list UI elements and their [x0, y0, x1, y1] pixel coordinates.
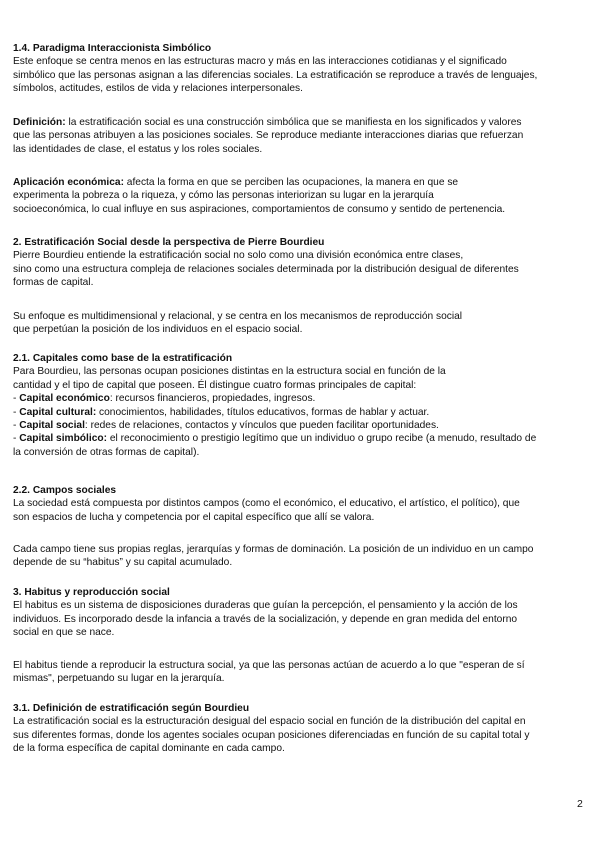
section-3-1: [13, 702, 583, 756]
paragraph-line: experimenta la pobreza o la riqueza, y cómo las personas interiorizan su lugar en la jerarquía: [13, 190, 434, 202]
section-heading: 2. Estratificación Social desde la perspectiva de Pierre Bourdieu: [13, 237, 325, 248]
paragraph-line: son espacios de lucha y competencia por el capital específico que allí se valora.: [13, 511, 375, 523]
paragraph-line: las identidades de clase, el estatus y los roles sociales.: [13, 143, 263, 155]
paragraph-line: El habitus tiende a reproducir la estructura social, ya que las personas actúan de acuerdo a lo que "esperan de sí: [13, 660, 525, 671]
section-2-2-paragraph-2: [13, 543, 583, 570]
list-text: : recursos financieros, propiedades, ingresos.: [109, 393, 316, 405]
section-2-1: [13, 352, 583, 459]
definition-label: Definición:: [13, 117, 66, 128]
paragraph-line: [13, 116, 583, 129]
section-2-paragraph-2: [13, 310, 583, 337]
bullet: -: [13, 406, 20, 418]
paragraph-line: sino como una estructura compleja de relaciones sociales determinada por la distribución desigual de diferentes: [13, 263, 519, 275]
paragraph-line: social en que se nace.: [13, 627, 115, 639]
paragraph-line: simbólico que las personas asignan a las diferencias sociales. La estratificación se reproduce a través de lenguajes,: [13, 69, 538, 81]
paragraph-line: que las personas atribuyen a las posiciones sociales. Se reproduce mediante interacciones diarias que refuerzan: [13, 130, 524, 142]
list-item: [13, 392, 583, 405]
paragraph-line: [13, 176, 583, 189]
capital-label: Capital simbólico:: [19, 433, 107, 445]
paragraph-line: La estratificación social es la estructuración desigual del espacio social en función de la distribución del capital en: [13, 716, 526, 728]
paragraph-line: de la forma específica de capital dominante en cada campo.: [13, 743, 285, 755]
section-2-2: [13, 484, 583, 524]
list-text: conocimientos, habilidades, títulos educativos, formas de hablar y actuar.: [96, 406, 430, 418]
paragraph-line: cantidad y el tipo de capital que poseen. Él distingue cuatro formas principales de capital:: [13, 379, 417, 391]
paragraph-line: Su enfoque es multidimensional y relacional, y se centra en los mecanismos de reproducción social: [13, 311, 463, 322]
bullet: -: [13, 433, 20, 445]
list-item: [13, 406, 583, 419]
capital-label: Capital social: [19, 420, 85, 432]
section-2: [13, 236, 583, 290]
section-heading: 3.1. Definición de estratificación según Bourdieu: [13, 703, 250, 714]
section-3-paragraph-2: [13, 659, 583, 686]
application-label: Aplicación económica:: [13, 177, 124, 188]
section-heading: 1.4. Paradigma Interaccionista Simbólico: [13, 43, 212, 54]
paragraph-line: la conversión de otras formas de capital).: [13, 446, 200, 458]
paragraph-line: El habitus es un sistema de disposiciones duraderas que guían la percepción, el pensamiento y la acción de los: [13, 600, 518, 612]
paragraph-line: Este enfoque se centra menos en las estructuras macro y más en las interacciones cotidianas y el significado: [13, 56, 507, 68]
page-number: 2: [577, 798, 583, 810]
paragraph-line: Para Bourdieu, las personas ocupan posiciones distintas en la estructura social en función de la: [13, 366, 446, 378]
paragraph-line: formas de capital.: [13, 277, 94, 289]
bullet: -: [13, 393, 20, 405]
paragraph-line: que perpetúan la posición de los individuos en el espacio social.: [13, 324, 303, 336]
paragraph-line: Cada campo tiene sus propias reglas, jerarquías y formas de dominación. La posición de un individuo en un campo: [13, 544, 534, 555]
paragraph-line: símbolos, actitudes, estilos de vida y relaciones interpersonales.: [13, 83, 303, 95]
section-heading: 2.2. Campos sociales: [13, 485, 117, 496]
application-paragraph: [13, 176, 583, 216]
paragraph-line: sus diferentes formas, donde los agentes sociales ocupan posiciones diferenciadas en función de su capital total y: [13, 729, 530, 741]
list-text: : redes de relaciones, contactos y vínculos que pueden facilitar oportunidades.: [84, 420, 439, 432]
capital-label: Capital económico: [19, 393, 110, 405]
section-heading: 2.1. Capitales como base de la estratificación: [13, 353, 233, 364]
list-item: [13, 432, 583, 445]
paragraph-line: Pierre Bourdieu entiende la estratificación social no solo como una división económica entre clases,: [13, 250, 464, 262]
section-heading: 3. Habitus y reproducción social: [13, 587, 170, 598]
list-text: el reconocimiento o prestigio legítimo que un individuo o grupo recibe (a menudo, resultado de: [106, 433, 537, 445]
definition-paragraph: [13, 116, 583, 156]
paragraph-line: La sociedad está compuesta por distintos campos (como el económico, el educativo, el artístico, el político), que: [13, 498, 520, 510]
paragraph-line: mismas", perpetuando su lugar en la jerarquía.: [13, 673, 225, 685]
list-item: [13, 419, 583, 432]
paragraph-line: socioeconómica, lo cual influye en sus aspiraciones, comportamientos de consumo y sentido de pertenencia.: [13, 203, 506, 215]
paragraph-text: la estratificación social es una construcción simbólica que se manifiesta en los significados y valores: [65, 117, 522, 128]
section-1-4: [13, 42, 583, 96]
paragraph-line: depende de su “habitus” y su capital acumulado.: [13, 557, 233, 569]
paragraph-text: afecta la forma en que se perciben las ocupaciones, la manera en que se: [123, 177, 459, 188]
bullet: -: [13, 420, 20, 432]
paragraph-line: individuos. Es incorporado desde la infancia a través de la socialización, y depende en gran medida del entorno: [13, 613, 518, 625]
section-3: [13, 586, 583, 640]
capital-label: Capital cultural:: [19, 406, 97, 418]
